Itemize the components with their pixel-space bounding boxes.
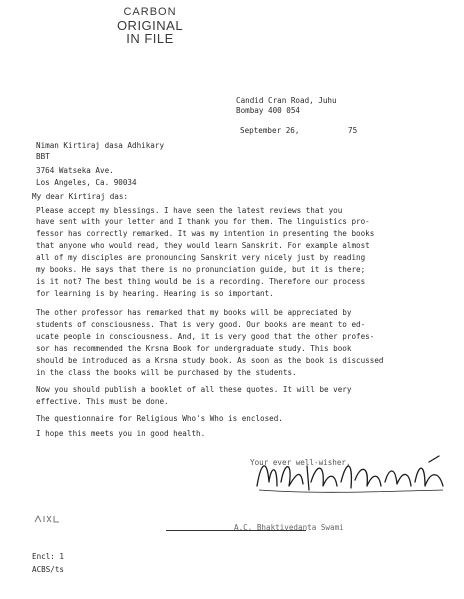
body-line: ucate people in consciousness. And, it is very good that the other profes- bbox=[36, 332, 375, 341]
recipient-org: BBT bbox=[36, 152, 50, 161]
typist-initials: ACBS/ts bbox=[32, 565, 65, 574]
letter-date: September 26, bbox=[240, 126, 300, 135]
body-line: for learning is by hearing. Hearing is so important. bbox=[36, 289, 274, 298]
stamp-line-2: ORIGINAL bbox=[116, 18, 184, 33]
body-line: Please accept my blessings. I have seen the latest reviews that you bbox=[36, 206, 343, 215]
body-line: fessor has correctly remarked. It was my intention in presenting the books bbox=[36, 229, 375, 238]
recipient-city: Los Angeles, Ca. 90034 bbox=[36, 178, 137, 187]
recipient-name: Niman Kirtiraj dasa Adhikary bbox=[36, 141, 165, 150]
sender-address-line-1: Candid Cran Road, Juhu bbox=[236, 96, 337, 105]
letter-date-year: 75 bbox=[348, 126, 358, 135]
signatory-name: A.C. Bhaktivedanta Swami bbox=[234, 523, 344, 532]
body-line: my books. He says that there is no pronunciation guide, but it is there; bbox=[36, 265, 366, 274]
stamp-line-1: CARBON bbox=[123, 6, 177, 18]
body-line: is it not? The best thing would be is a recording. Therefore our process bbox=[36, 277, 366, 286]
body-line: The other professor has remarked that my books will be appreciated by bbox=[36, 308, 352, 317]
handwritten-signature bbox=[253, 452, 453, 502]
enclosure-note: Encl: 1 bbox=[32, 552, 65, 561]
body-line: students of consciousness. That is very good. Our books are meant to ed- bbox=[36, 320, 366, 329]
salutation: My dear Kirtiraj das: bbox=[32, 192, 129, 201]
body-line: that anyone who would read, they would learn Sanskrit. For example almost bbox=[36, 241, 370, 250]
body-line: I hope this meets you in good health. bbox=[36, 429, 206, 438]
body-line: The questionnaire for Religious Who's Who is enclosed. bbox=[36, 414, 283, 423]
body-line: in the class the books will be purchased by the students. bbox=[36, 368, 297, 377]
stamp-line-3: IN FILE bbox=[126, 31, 174, 46]
body-line: should be introduced as a Krsna study book. As soon as the book is discussed bbox=[36, 356, 384, 365]
body-line: sor has recommended the Krsna Book for undergraduate study. This book bbox=[36, 344, 352, 353]
closing: Your ever well-wisher, bbox=[250, 458, 351, 467]
smudged-reference-mark bbox=[34, 513, 62, 525]
recipient-street: 3764 Watseka Ave. bbox=[36, 166, 114, 175]
sender-address-line-2: Bombay 400 054 bbox=[236, 106, 301, 115]
carbon-original-stamp bbox=[112, 6, 188, 45]
body-line: effective. This must be done. bbox=[36, 397, 169, 406]
body-line: Now you should publish a booklet of all these quotes. It will be very bbox=[36, 385, 352, 394]
body-line: have sent with your letter and I thank you for them. The linguistics pro- bbox=[36, 217, 370, 226]
body-line: all of my disciples are pronouncing Sanskrit very nicely just by reading bbox=[36, 253, 366, 262]
